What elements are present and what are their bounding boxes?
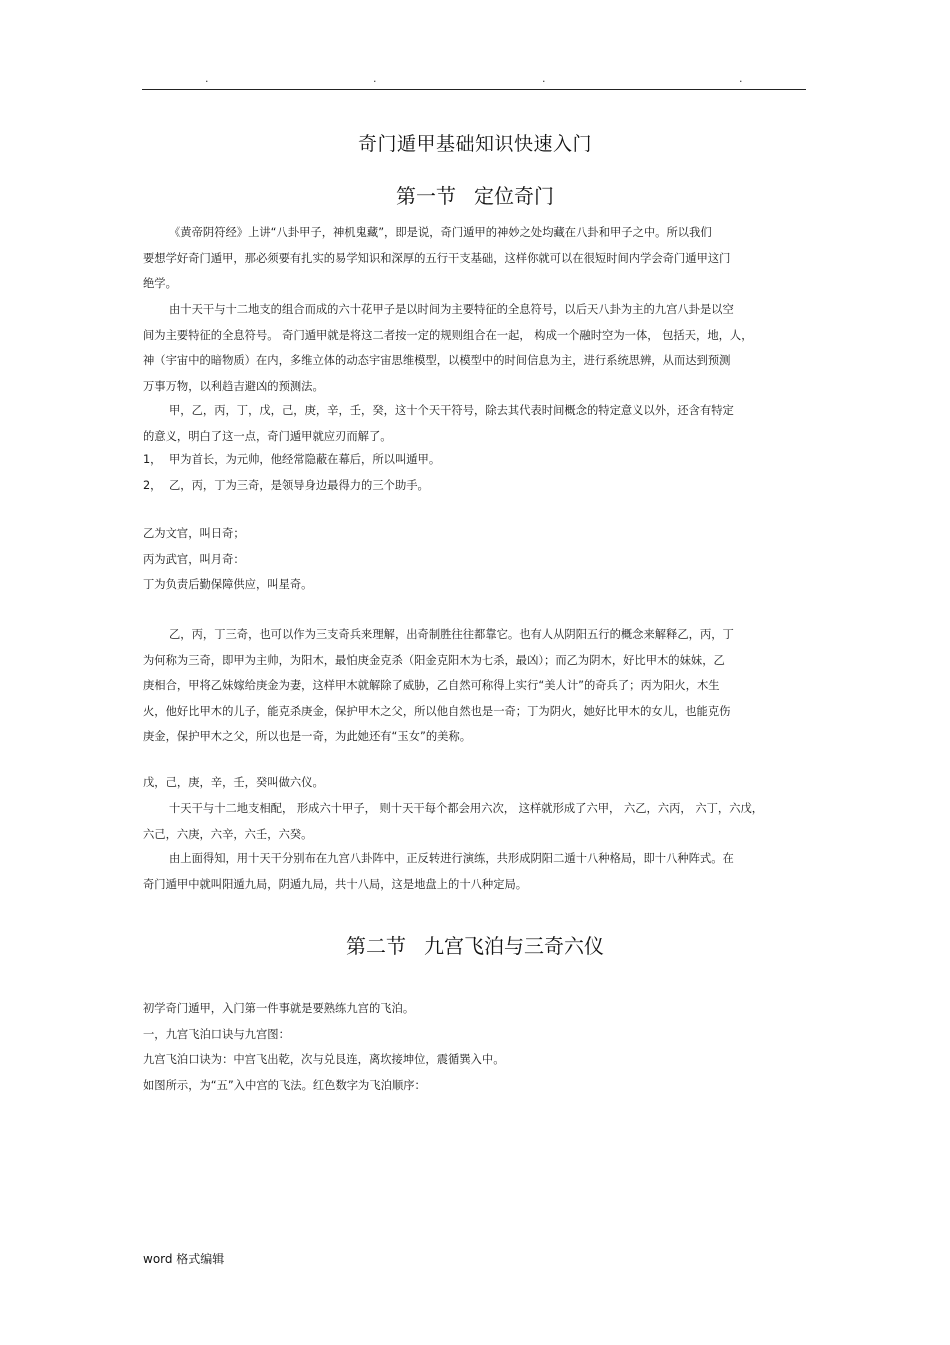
text-line: 要想学好奇门遁甲，那必须要有扎实的易学知识和深厚的五行干支基础，这样你就可以在很短时间内学会奇门遁甲这门 xyxy=(143,251,731,265)
text-line: 丙为武官，叫月奇： xyxy=(143,552,245,566)
header-rule xyxy=(142,89,806,90)
paragraph-3 xyxy=(143,398,807,449)
text-line: 火，他好比甲木的儿子，能克杀庚金，保护甲木之父，所以他自然也是一奇；丁为阴火，她好比甲木的女儿，也能克伤 xyxy=(143,704,731,718)
text-line: 绝学。 xyxy=(143,277,177,290)
paragraph-5 xyxy=(143,796,807,847)
section1-title xyxy=(0,180,950,209)
text-line: 甲，乙，丙，丁，戊，己，庚，辛，壬，癸，这十个天干符号，除去其代表时间概念的特定意义以外，还含有特定 xyxy=(169,404,734,417)
text-line: 庚金，保护甲木之父，所以也是一奇，为此她还有“玉女”的美称。 xyxy=(143,730,472,743)
text-line: 十天干与十二地支相配， 形成六十甲子， 则十天干每个都会用六次， 这样就形成了六甲， 六乙，六丙， 六丁，六戊， xyxy=(169,802,764,815)
paragraph-1 xyxy=(143,220,807,297)
text-line: 奇门遁甲中就叫阳遁九局，阴遁九局，共十八局，这是地盘上的十八种定局。 xyxy=(143,877,528,891)
text-line: 一，九宫飞泊口诀与九宫图： xyxy=(143,1027,290,1041)
page-footer: word 格式编辑 xyxy=(143,1252,225,1266)
text-line: 的意义，明白了这一点，奇门遁甲就应刃而解了。 xyxy=(143,429,392,443)
section2-number: 第二节 xyxy=(346,934,406,958)
section1-number: 第一节 xyxy=(396,184,456,208)
document-title: 奇门遁甲基础知识快速入门 xyxy=(357,133,592,155)
text-line: 九宫飞泊口诀为：中宫飞出乾，次与兑艮连，离坎接坤位，震循巽入中。 xyxy=(143,1053,505,1066)
section2-title xyxy=(0,930,950,959)
text-line: 由十天干与十二地支的组合而成的六十花甲子是以时间为主要特征的全息符号，以后天八卦为主的九宫八卦是以空 xyxy=(169,303,734,316)
text-line: 丁为负责后勤保障供应，叫星奇。 xyxy=(143,578,313,591)
list-item-number: 1， xyxy=(143,453,162,466)
text-line: 为何称为三奇，即甲为主帅，为阳木，最怕庚金克杀（阳金克阳木为七杀，最凶）；而乙为阴木，好比甲木的妹妹，乙 xyxy=(143,653,725,667)
list-item xyxy=(143,473,807,499)
text-line: 戊，己，庚，辛，壬，癸叫做六仪。 xyxy=(143,776,324,789)
paragraph-6 xyxy=(143,846,807,897)
liuyi-line xyxy=(143,770,807,796)
text-line: 乙，丙，丁三奇，也可以作为三支奇兵来理解，出奇制胜往往都靠它。也有人从阴阳五行的概念来解释乙，丙，丁 xyxy=(169,628,734,641)
text-line: 《黄帝阴符经》上讲“八卦甲子，神机鬼藏”，即是说，奇门遁甲的神妙之处均藏在八卦和甲子之中。所以我们 xyxy=(169,226,712,239)
list-item-number: 2， xyxy=(143,478,162,492)
text-line: 庚相合，甲将乙妹嫁给庚金为妻，这样甲木就解除了威胁，乙自然可称得上实行“美人计”的奇兵了；丙为阳火，木生 xyxy=(143,679,720,692)
text-line: 六己，六庚，六辛，六壬，六癸。 xyxy=(143,827,313,841)
header-dot: . xyxy=(739,72,743,85)
three-qi-lines xyxy=(143,521,807,598)
text-line: 如图所示，为“五”入中宫的飞法。红色数字为飞泊顺序： xyxy=(143,1078,426,1092)
list-item xyxy=(143,447,807,473)
section1-name: 定位奇门 xyxy=(474,184,554,208)
text-line: 初学奇门遁甲，入门第一件事就是要熟练九宫的飞泊。 xyxy=(143,1002,415,1015)
list-item-text: 甲为首长，为元帅，他经常隐蔽在幕后，所以叫遁甲。 xyxy=(169,453,441,466)
numbered-list xyxy=(143,447,807,498)
text-line: 间为主要特征的全息符号。 奇门遁甲就是将这二者按一定的规则组合在一起， 构成一个融时空为一体， 包括天，地，人， xyxy=(143,328,753,342)
paragraph-2 xyxy=(143,297,807,399)
header-dot: . xyxy=(542,72,546,85)
section2-body xyxy=(143,996,807,1098)
paragraph-4 xyxy=(143,622,807,750)
text-line: 乙为文官，叫日奇； xyxy=(143,527,245,540)
text-line: 由上面得知，用十天干分别布在九宫八卦阵中，正反转进行演练，共形成阴阳二遁十八种格局，即十八种阵式。在 xyxy=(169,852,734,865)
text-line: 万事万物，以利趋吉避凶的预测法。 xyxy=(143,379,324,393)
header-dots xyxy=(142,72,806,86)
header-dot: . xyxy=(373,72,377,85)
list-item-text: 乙，丙，丁为三奇，是领导身边最得力的三个助手。 xyxy=(169,478,429,492)
header-dot: . xyxy=(205,72,209,85)
text-line: 神（宇宙中的暗物质）在内，多维立体的动态宇宙思维模型，以模型中的时间信息为主，进行系统思辨，从而达到预测 xyxy=(143,354,731,367)
section2-name: 九宫飞泊与三奇六仪 xyxy=(424,934,604,958)
